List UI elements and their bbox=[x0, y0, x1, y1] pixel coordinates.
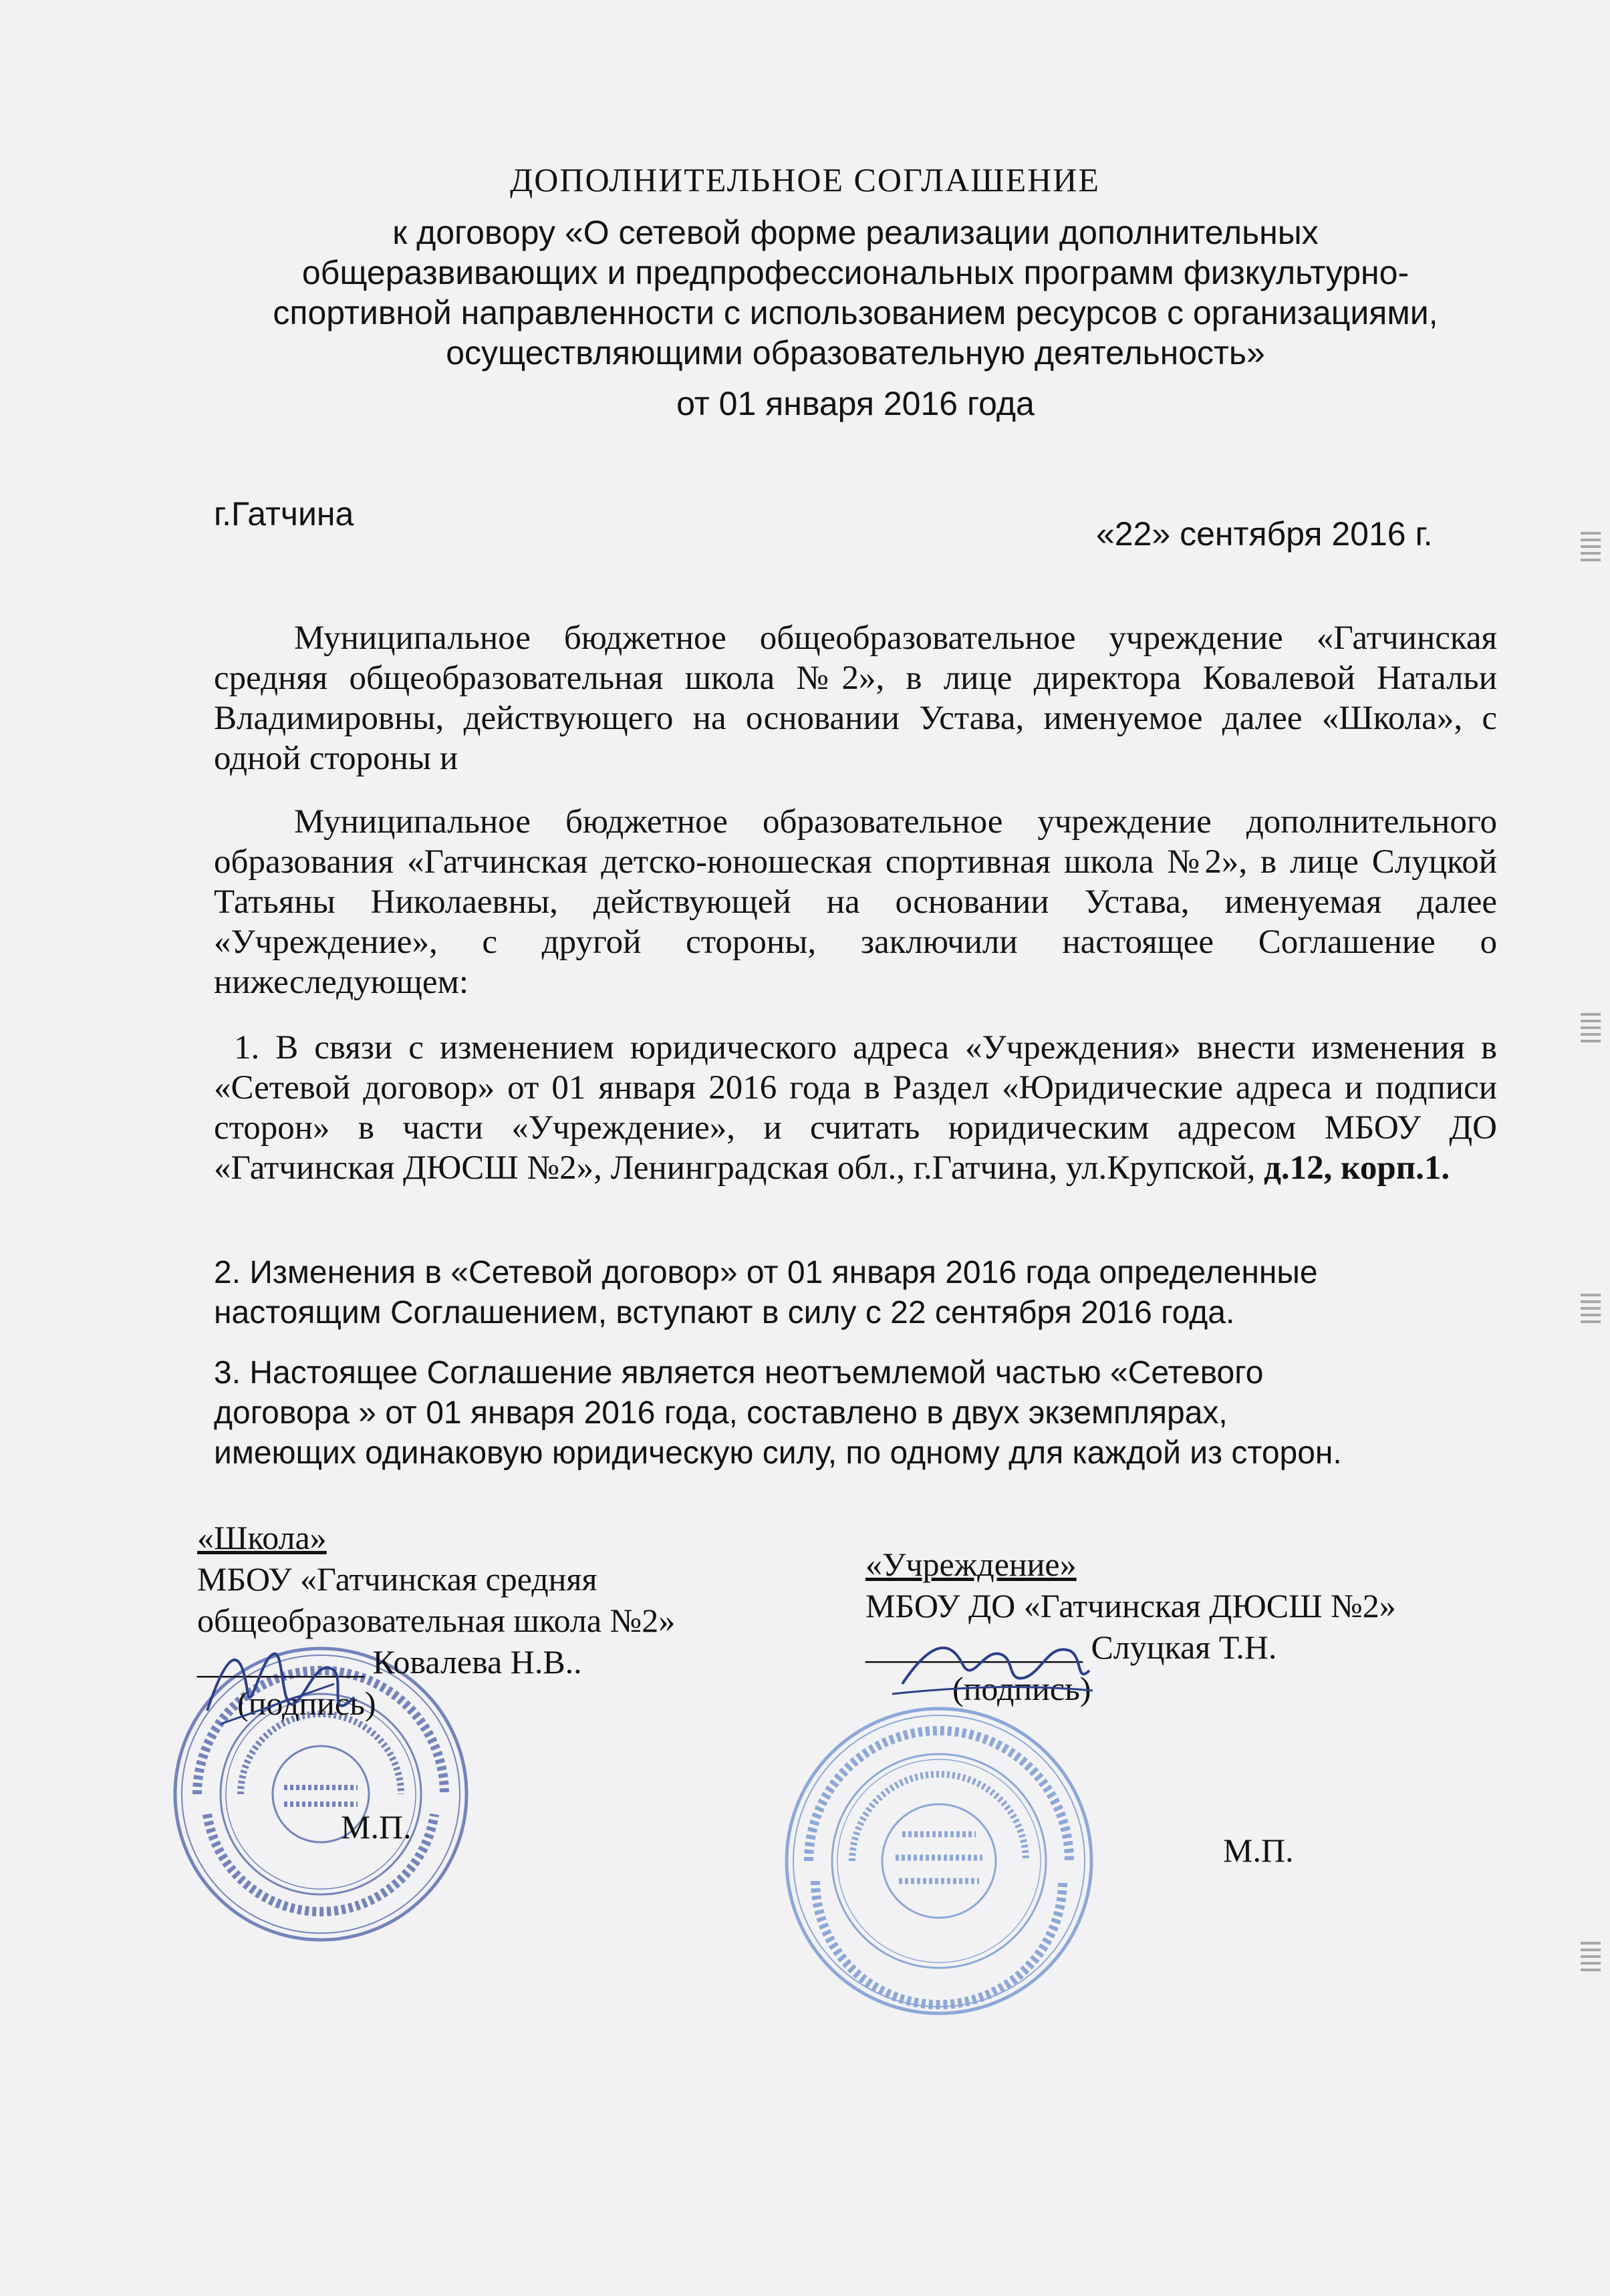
subtitle-line: от 01 января 2016 года bbox=[676, 385, 1035, 422]
subtitle-line: общеразвивающих и предпрофессиональных программ физкультурно- bbox=[301, 254, 1410, 291]
clause-3-line: 3. Настоящее Соглашение является неотъемлемой частью «Сетевого bbox=[214, 1355, 1264, 1391]
clause-2-line: 2. Изменения в «Сетевой договор» от 01 января 2016 года определенные bbox=[214, 1255, 1318, 1290]
clause-1-address-bold: д.12, корп.1. bbox=[1264, 1149, 1450, 1187]
signature-blank: __________ bbox=[197, 1643, 364, 1681]
org-name-school-cont: общеобразовательная школа №2» bbox=[197, 1602, 676, 1639]
party-label-school: «Школа» bbox=[197, 1519, 327, 1556]
clause-3-line: договора » от 01 января 2016 года, составлено в двух экземплярах, bbox=[214, 1395, 1228, 1431]
seal-place-school: М.П. bbox=[341, 1808, 412, 1846]
signature-blank: _____________ bbox=[865, 1628, 1083, 1666]
document-date: «22» сентября 2016 г. bbox=[1096, 515, 1433, 553]
place: г.Гатчина bbox=[214, 495, 354, 533]
clause-3 bbox=[214, 1353, 1524, 1473]
handwritten-signature-school bbox=[200, 1630, 361, 1744]
signatory-name-institution: Слуцкая Т.Н. bbox=[1091, 1628, 1277, 1666]
document-subtitle bbox=[221, 212, 1490, 424]
document-title: ДОПОЛНИТЕЛЬНОЕ СОГЛАШЕНИЕ bbox=[510, 161, 1100, 198]
party-label-institution: «Учреждение» bbox=[865, 1546, 1077, 1583]
signatory-name-school: Ковалева Н.В.. bbox=[372, 1643, 582, 1681]
org-name-school: МБОУ «Гатчинская средняя bbox=[197, 1560, 597, 1598]
paragraph-institution: Муниципальное бюджетное образовательное учреждение дополнительного образования «Гатчинская детско-юношеская спортивная школа №2», в лице Слуцкой Татьяны Николаевны, действующей на основании Устава, именуемая далее «Учреждение», с другой стороны, заключили настоящее Соглашение о нижеследующем: bbox=[214, 803, 1497, 1001]
institution-round-stamp bbox=[779, 1701, 1099, 2021]
clause-1-text: 1. В связи с изменением юридического адреса «Учреждения» внести изменения в «Сетевой договор» от 01 января 2016 года в Раздел «Юридические адреса и подписи сторон» в части «Учреждение», и считать юридическим адресом МБОУ ДО «Гатчинская ДЮСШ №2», Ленинградская обл., г.Гатчина, ул.Крупской, bbox=[214, 1029, 1497, 1187]
seal-place-institution: М.П. bbox=[1223, 1832, 1294, 1869]
clause-2-line: настоящим Соглашением, вступают в силу с 22 сентября 2016 года. bbox=[214, 1295, 1235, 1330]
clause-1 bbox=[214, 1028, 1497, 1188]
subtitle-line: осуществляющими образовательную деятельность» bbox=[446, 334, 1265, 372]
signature-caption-school: (подпись) bbox=[237, 1685, 376, 1722]
subtitle-line: к договору «О сетевой форме реализации дополнительных bbox=[392, 214, 1319, 251]
punch-marks bbox=[1581, 528, 1601, 565]
clause-3-line: имеющих одинаковую юридическую силу, по одному для каждой из сторон. bbox=[214, 1435, 1342, 1471]
signature-caption-institution: (подпись) bbox=[952, 1670, 1091, 1707]
org-name-institution: МБОУ ДО «Гатчинская ДЮСШ №2» bbox=[865, 1587, 1396, 1624]
punch-marks bbox=[1581, 1009, 1601, 1046]
subtitle-line: спортивной направленности с использованием ресурсов с организациями, bbox=[273, 294, 1438, 331]
punch-marks bbox=[1581, 1290, 1601, 1327]
handwritten-signature-institution bbox=[889, 1630, 1096, 1704]
paragraph-school: Муниципальное бюджетное общеобразовательное учреждение «Гатчинская средняя общеобразовательная школа №2», в лице директора Ковалевой Натальи Владимировны, действующего на основании Устава, именуемое далее «Школа», с одной стороны и bbox=[214, 619, 1497, 777]
punch-marks bbox=[1581, 1938, 1601, 1975]
clause-2 bbox=[214, 1253, 1524, 1333]
